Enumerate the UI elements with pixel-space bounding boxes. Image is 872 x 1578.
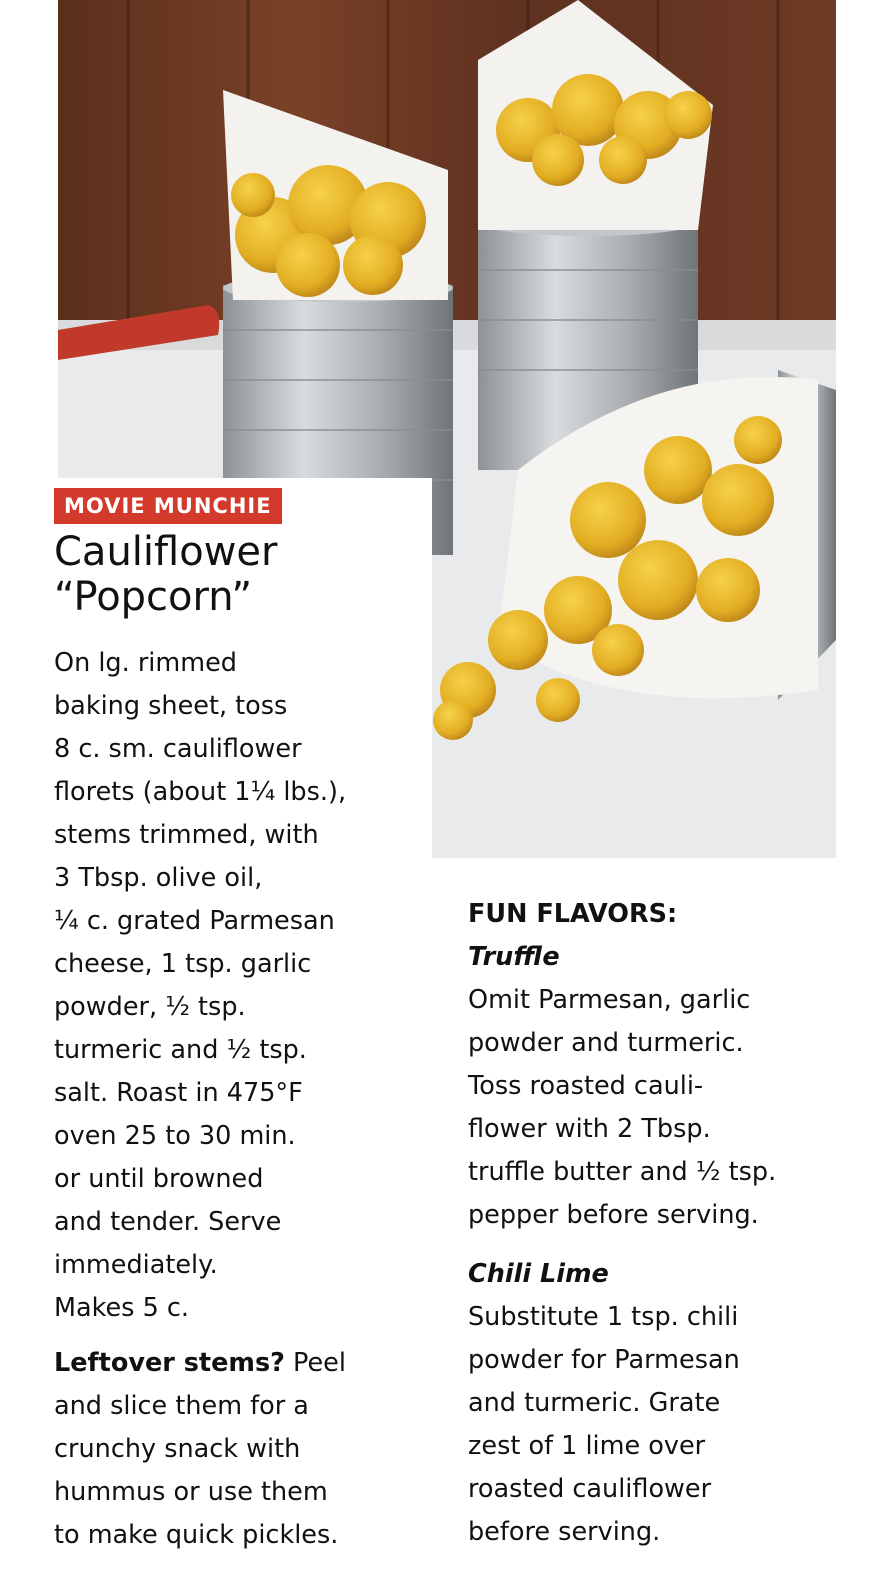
title-line-2: “Popcorn” bbox=[54, 574, 253, 620]
leftover-stems-tip bbox=[54, 1342, 346, 1557]
instruction-line: turmeric and ½ tsp. bbox=[54, 1035, 307, 1065]
tip-line: and slice them for a bbox=[54, 1391, 309, 1421]
tip-first-line bbox=[54, 1342, 346, 1385]
instruction-line: cheese, 1 tsp. garlic bbox=[54, 949, 312, 979]
instruction-line: Makes 5 c. bbox=[54, 1293, 190, 1323]
flavor-line: powder for Parmesan bbox=[468, 1345, 740, 1375]
instruction-line: or until browned bbox=[54, 1164, 264, 1194]
tip-first-line-text: Peel bbox=[284, 1348, 346, 1378]
fun-flavors bbox=[468, 893, 776, 1554]
instruction-line: 8 c. sm. cauliflower bbox=[54, 734, 302, 764]
flavor-name-chili-lime: Chili Lime bbox=[468, 1259, 609, 1289]
instruction-line: powder, ½ tsp. bbox=[54, 992, 246, 1022]
tip-line: to make quick pickles. bbox=[54, 1520, 339, 1550]
flavor-line: powder and turmeric. bbox=[468, 1028, 744, 1058]
recipe-instructions bbox=[54, 642, 346, 1330]
instruction-line: salt. Roast in 475°F bbox=[54, 1078, 303, 1108]
flavor-line: zest of 1 lime over bbox=[468, 1431, 706, 1461]
recipe-title bbox=[54, 530, 277, 620]
instruction-line: and tender. Serve bbox=[54, 1207, 282, 1237]
category-badge: MOVIE MUNCHIE bbox=[54, 488, 282, 524]
instruction-line: florets (about 1¼ lbs.), bbox=[54, 777, 347, 807]
fun-flavors-heading: FUN FLAVORS: bbox=[468, 899, 678, 929]
instruction-line: oven 25 to 30 min. bbox=[54, 1121, 296, 1151]
flavor-line: Omit Parmesan, garlic bbox=[468, 985, 751, 1015]
title-line-1: Cauliflower bbox=[54, 529, 278, 575]
flavor-line: roasted cauliflower bbox=[468, 1474, 712, 1504]
instruction-line: 3 Tbsp. olive oil, bbox=[54, 863, 263, 893]
flavor-line: Substitute 1 tsp. chili bbox=[468, 1302, 739, 1332]
flavor-line: before serving. bbox=[468, 1517, 661, 1547]
flavor-line: and turmeric. Grate bbox=[468, 1388, 721, 1418]
instruction-line: On lg. rimmed bbox=[54, 648, 237, 678]
flavor-name-truffle: Truffle bbox=[468, 942, 560, 972]
tip-label: Leftover stems? bbox=[54, 1348, 285, 1378]
tip-line: hummus or use them bbox=[54, 1477, 328, 1507]
tip-line: crunchy snack with bbox=[54, 1434, 301, 1464]
instruction-line: stems trimmed, with bbox=[54, 820, 319, 850]
instruction-line: immediately. bbox=[54, 1250, 218, 1280]
flavor-line: Toss roasted cauli- bbox=[468, 1071, 704, 1101]
flavor-line: flower with 2 Tbsp. bbox=[468, 1114, 711, 1144]
flavor-line: truffle butter and ½ tsp. bbox=[468, 1157, 777, 1187]
flavor-line: pepper before serving. bbox=[468, 1200, 759, 1230]
flavor-spacer bbox=[468, 1237, 776, 1253]
instruction-line: ¼ c. grated Parmesan bbox=[54, 906, 335, 936]
instruction-line: baking sheet, toss bbox=[54, 691, 288, 721]
